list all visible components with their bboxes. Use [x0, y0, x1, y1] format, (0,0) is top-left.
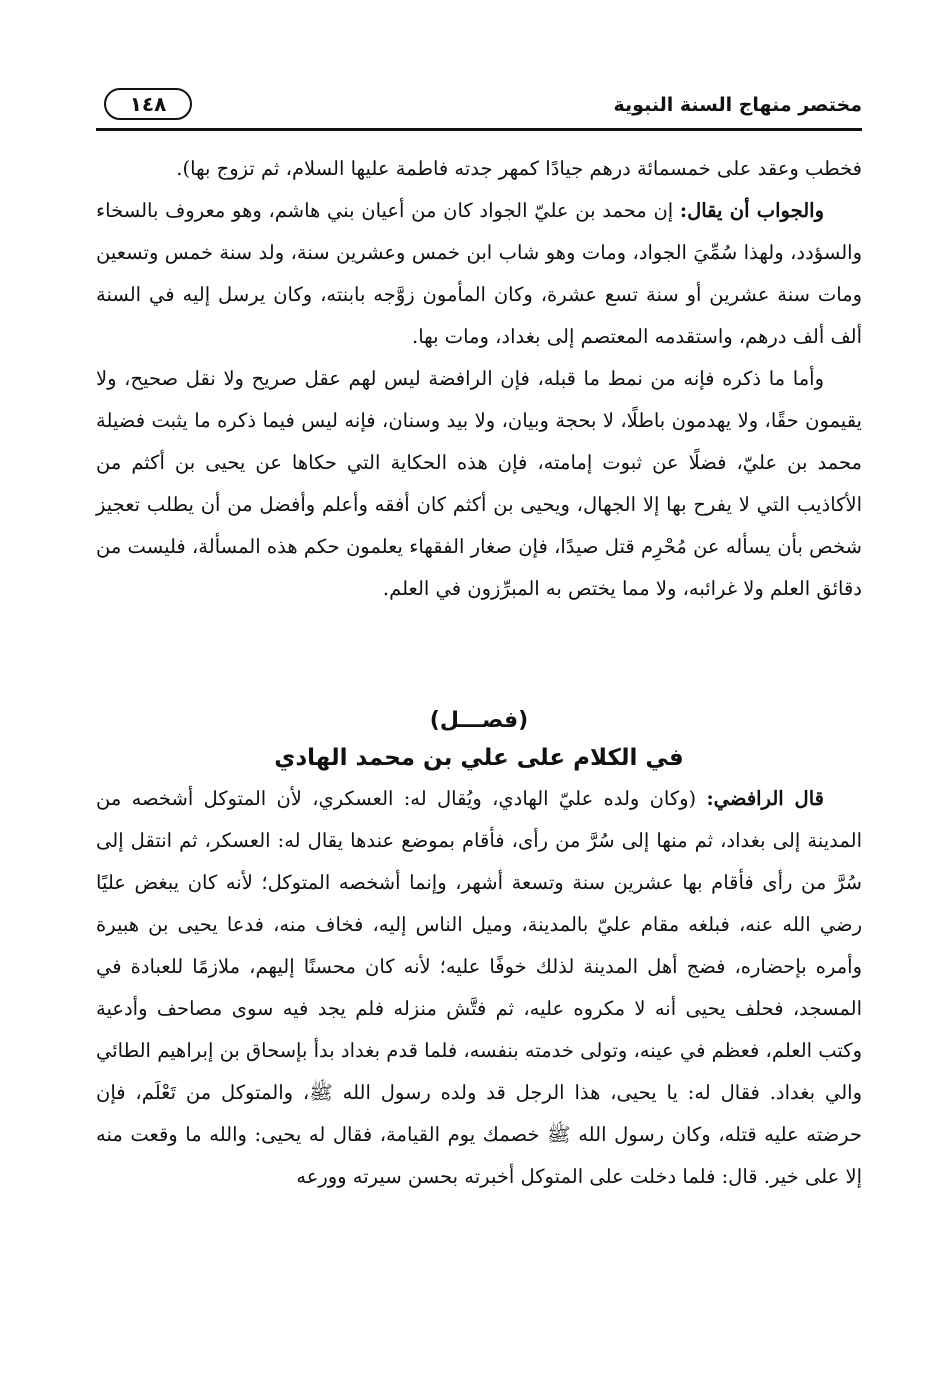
paragraph-4-lead: قال الرافضي: — [706, 787, 824, 810]
section-header — [96, 704, 862, 778]
paragraph-3-text: وأما ما ذكره فإنه من نمط ما قبله، فإن الرافضة ليس لهم عقل صريح ولا نقل صحيح، ولا يقيمون حقًا، ولا يهدمون باطلًا، لا بحجة وبيان، ولا بيد وسنان، فإنه ليس فيما ذكره ما يثبت فضيلة محمد بن عليّ، فضلًا عن ثبوت إمامته، فإن هذه الحكاية التي حكاها عن يحيى بن أكثم من الأكاذيب التي لا يفرح بها إلا الجهال، ويحيى بن أكثم كان أفقه وأعلم وأفضل من أن يطلب تعجيز شخص بأن يسأله عن مُحْرِم قتل صيدًا، فإن صغار الفقهاء يعلمون حكم هذه المسألة، فليست من دقائق العلم ولا غرائبه، ولا مما يختص به المبرِّزون في العلم. — [96, 367, 862, 600]
paragraph-3 — [96, 358, 862, 610]
page-header — [96, 86, 862, 128]
paragraph-2-text: إن محمد بن عليّ الجواد كان من أعيان بني هاشم، وهو معروف بالسخاء والسؤدد، ولهذا سُمِّيَ الجواد، ومات وهو شاب ابن خمس وعشرين سنة، ولد سنة خمس وتسعين ومات سنة عشرين أو سنة تسع عشرة، وكان المأمون زوَّجه بابنته، وكان يرسل إليه في السنة ألف ألف درهم، واستقدمه المعتصم إلى بغداد، ومات بها. — [96, 199, 862, 348]
paragraph-2-lead: والجواب أن يقال: — [679, 199, 824, 222]
paragraph-4-text: (وكان ولده عليّ الهادي، ويُقال له: العسكري، لأن المتوكل أشخصه من المدينة إلى بغداد، ثم منها إلى سُرَّ من رأى، فأقام بموضع عندها يقال له: العسكر، ثم انتقل إلى سُرَّ من رأى فأقام بها عشرين سنة وتسعة أشهر، وإنما أشخصه المتوكل؛ لأنه كان يبغض عليًا رضي الله عنه، فبلغه مقام عليّ بالمدينة، وميل الناس إليه، فخاف منه، فدعا يحيى بن هبيرة وأمره بإحضاره، فضج أهل المدينة لذلك خوفًا عليه؛ لأنه كان محسنًا إليهم، ملازمًا للعبادة في المسجد، فحلف يحيى أنه لا مكروه عليه، ثم فتَّش منزله فلم يجد فيه سوى مصاحف وأدعية وكتب العلم، فعظم في عينه، وتولى خدمته بنفسه، فلما قدم بغداد بدأ بإسحاق بن إبراهيم الطائي والي بغداد. فقال له: يا يحيى، هذا الرجل قد ولده رسول الله ﷺ، والمتوكل من تَعْلَم، فإن حرضته عليه قتله، وكان رسول الله ﷺ خصمك يوم القيامة، فقال له يحيى: والله ما وقعت منه إلا على خير. قال: فلما دخلت على المتوكل أخبرته بحسن سيرته وورعه — [96, 787, 862, 1188]
paragraph-2 — [96, 190, 862, 358]
running-title: مختصر منهاج السنة النبوية — [613, 94, 862, 116]
paragraph-1-text: فخطب وعقد على خمسمائة درهم جيادًا كمهر جدته فاطمة عليها السلام، ثم تزوج بها). — [176, 157, 862, 180]
header-rule — [96, 128, 862, 131]
paragraph-1 — [96, 148, 862, 190]
page-number: ١٤٨ — [104, 88, 192, 120]
section-heading: (فصـــل) — [429, 708, 529, 733]
body-text-block-2 — [96, 778, 862, 1198]
section-title: في الكلام على علي بن محمد الهادي — [274, 745, 684, 771]
body-text-block-1 — [96, 148, 862, 610]
paragraph-4 — [96, 778, 862, 1198]
